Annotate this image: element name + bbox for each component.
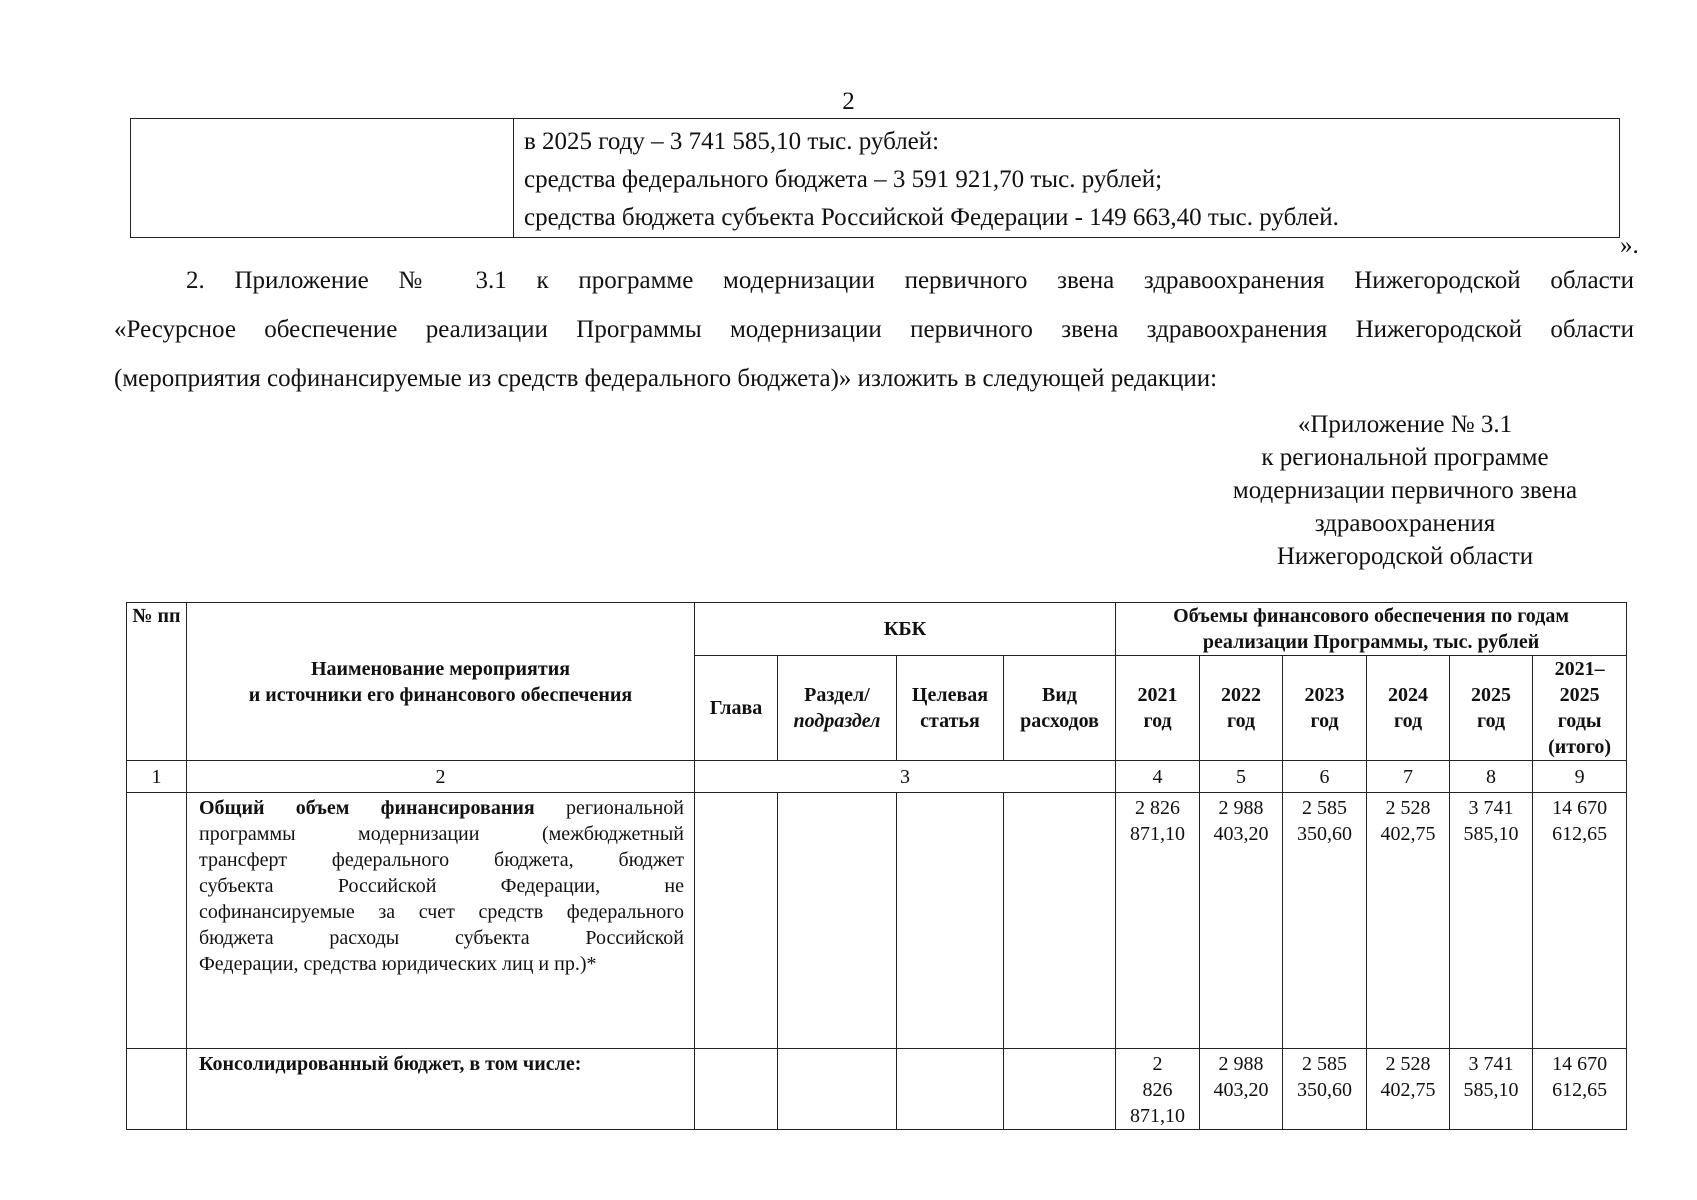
appendix-line: здравоохранения bbox=[1314, 510, 1496, 537]
value-2023: 2 585 350,60 bbox=[1283, 793, 1367, 1049]
value-2023: 2 585 350,60 bbox=[1283, 1049, 1367, 1130]
index-cell: 5 bbox=[1200, 761, 1283, 793]
page-number: 2 bbox=[842, 88, 855, 115]
index-cell: 3 bbox=[695, 761, 1116, 793]
header-kbk: КБК bbox=[695, 603, 1116, 656]
previous-table-continuation bbox=[130, 118, 1620, 238]
header-vid: Вид расходов bbox=[1004, 656, 1116, 761]
paragraph-line: 2. Приложение № 3.1 к программе модернизации первичного звена здравоохранения Нижегородской области bbox=[186, 267, 1634, 294]
row-number-cell bbox=[127, 1049, 187, 1130]
header-razdel: Раздел/ подраздел bbox=[778, 656, 897, 761]
header-number: № пп bbox=[127, 603, 187, 761]
header-glava: Глава bbox=[695, 656, 778, 761]
funding-summary-cell bbox=[514, 119, 1620, 238]
value-2025: 3 741 585,10 bbox=[1450, 793, 1533, 1049]
index-cell: 9 bbox=[1533, 761, 1627, 793]
appendix-line: к региональной программе bbox=[1261, 444, 1549, 471]
index-cell: 6 bbox=[1283, 761, 1367, 793]
appendix-line: «Приложение № 3.1 bbox=[1297, 411, 1513, 438]
kbk-tselevaya-cell bbox=[897, 1049, 1004, 1130]
value-total: 14 670 612,65 bbox=[1533, 793, 1627, 1049]
kbk-razdel-cell bbox=[778, 793, 897, 1049]
paragraph-line: «Ресурсное обеспечение реализации Программы модернизации первичного звена здравоохранения Нижегородской области bbox=[114, 316, 1634, 343]
funding-line: в 2025 году – 3 741 585,10 тыс. рублей: bbox=[524, 128, 940, 155]
body-paragraph bbox=[114, 256, 1634, 403]
value-2022: 2 988 403,20 bbox=[1200, 793, 1283, 1049]
header-year-2025: 2025 год bbox=[1450, 656, 1533, 761]
header-name: Наименование мероприятия и источники его финансового обеспечения bbox=[187, 603, 695, 761]
row-number-cell bbox=[127, 793, 187, 1049]
value-2024: 2 528 402,75 bbox=[1367, 793, 1450, 1049]
value-2022: 2 988 403,20 bbox=[1200, 1049, 1283, 1130]
column-index-row bbox=[127, 761, 1627, 793]
value-total: 14 670 612,65 bbox=[1533, 1049, 1627, 1130]
header-total: 2021– 2025 годы (итого) bbox=[1533, 656, 1627, 761]
index-cell: 2 bbox=[187, 761, 695, 793]
funding-line: средства федерального бюджета – 3 591 921,70 тыс. рублей; bbox=[524, 166, 1163, 193]
kbk-razdel-cell bbox=[778, 1049, 897, 1130]
table-row bbox=[127, 1049, 1627, 1130]
funding-line: средства бюджета субъекта Российской Федерации - 149 663,40 тыс. рублей. bbox=[524, 204, 1339, 231]
header-year-2021: 2021 год bbox=[1116, 656, 1200, 761]
appendix-line: модернизации первичного звена bbox=[1232, 477, 1578, 504]
index-cell: 7 bbox=[1367, 761, 1450, 793]
index-cell: 8 bbox=[1450, 761, 1533, 793]
value-2025: 3 741 585,10 bbox=[1450, 1049, 1533, 1130]
row-name-cell: Общий объем финансирования региональной программы модернизации (межбюджетный трансферт федерального бюджета, бюджет субъекта Российской Федерации, не софинансируемые за счет средств федерального бюджета расходы субъекта Российской Федерации, средства юридических лиц и пр.)* bbox=[187, 793, 695, 1049]
index-cell: 1 bbox=[127, 761, 187, 793]
empty-cell bbox=[131, 119, 514, 238]
table-row bbox=[127, 793, 1627, 1049]
kbk-tselevaya-cell bbox=[897, 793, 1004, 1049]
financing-table bbox=[126, 602, 1627, 1130]
row-name-cell: Консолидированный бюджет, в том числе: bbox=[187, 1049, 695, 1130]
kbk-vid-cell bbox=[1004, 1049, 1116, 1130]
appendix-line: Нижегородской области bbox=[1276, 543, 1534, 570]
header-year-2024: 2024 год bbox=[1367, 656, 1450, 761]
header-volumes: Объемы финансового обеспечения по годам реализации Программы, тыс. рублей bbox=[1116, 603, 1627, 656]
kbk-vid-cell bbox=[1004, 793, 1116, 1049]
header-tselevaya: Целевая статья bbox=[897, 656, 1004, 761]
value-2021: 2 826 871,10 bbox=[1116, 793, 1200, 1049]
index-cell: 4 bbox=[1116, 761, 1200, 793]
appendix-heading bbox=[1180, 408, 1630, 573]
value-2024: 2 528 402,75 bbox=[1367, 1049, 1450, 1130]
value-2021: 2 826 871,10 bbox=[1116, 1049, 1200, 1130]
paragraph-line: (мероприятия софинансируемые из средств федерального бюджета)» изложить в следующей редакции: bbox=[114, 365, 1218, 392]
kbk-glava-cell bbox=[695, 1049, 778, 1130]
kbk-glava-cell bbox=[695, 793, 778, 1049]
header-year-2023: 2023 год bbox=[1283, 656, 1367, 761]
closing-quote: ». bbox=[1620, 232, 1639, 259]
header-year-2022: 2022 год bbox=[1200, 656, 1283, 761]
